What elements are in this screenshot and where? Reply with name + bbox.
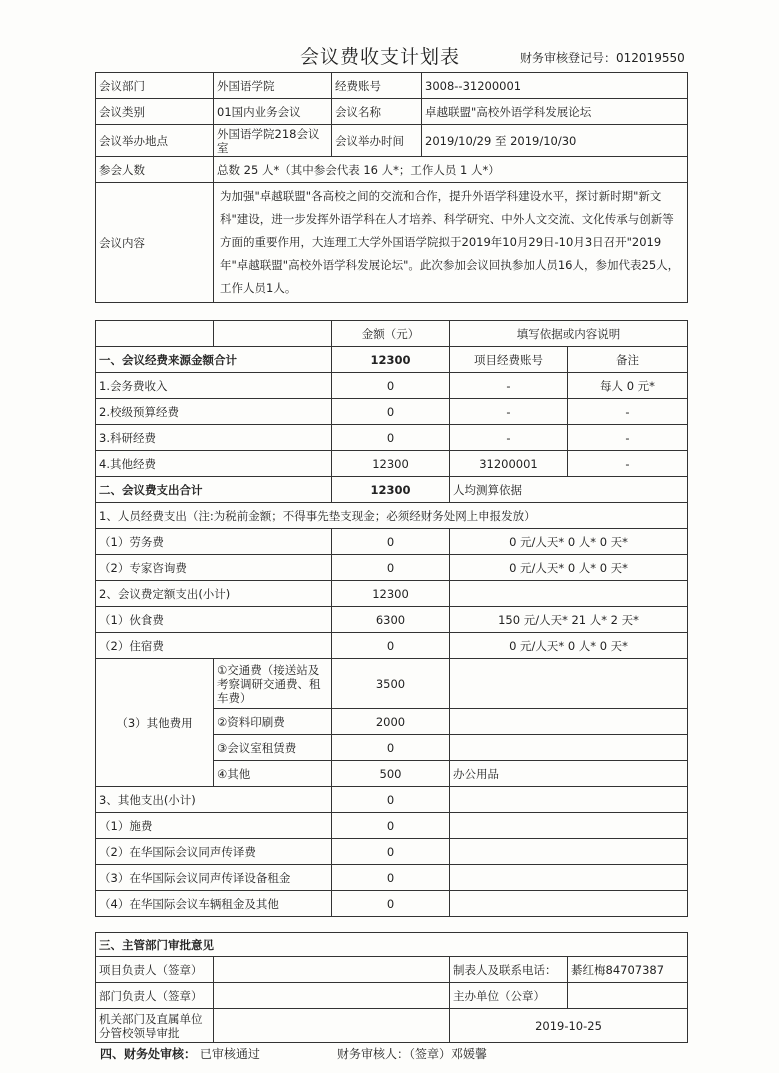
misc-item-amount: 0 [332,839,450,865]
registration-number [520,49,685,66]
table-row [96,581,688,607]
quota-label: 2、会议费定额支出(小计) [96,581,332,607]
other-item-label: ②资料印刷费 [214,709,332,735]
table-row [96,813,688,839]
income-row-label: 1.会务费收入 [96,373,332,399]
expense-basis-header: 人均测算依据 [450,477,688,503]
amount-header: 金额（元） [332,321,450,347]
host-label: 主办单位（公章） [450,983,568,1009]
misc-label: 3、其他支出(小计) [96,787,332,813]
basis-header: 填写依据或内容说明 [450,321,688,347]
approval-table [95,932,688,1043]
finance-auditor [337,1045,487,1062]
income-row-note: 每人 0 元* [568,373,688,399]
time-label: 会议举办时间 [332,125,422,157]
misc-item-label: （4）在华国际会议车辆租金及其他 [96,891,332,917]
table-row [96,891,688,917]
other-item-basis [450,659,688,709]
host-stamp [568,983,688,1009]
other-item-basis [450,709,688,735]
finance-review-value: 已审核通过 [199,1047,260,1061]
other-item-amount: 0 [332,735,450,761]
time-value: 2019/10/29 至 2019/10/30 [422,125,688,157]
misc-item-amount: 0 [332,891,450,917]
project-lead-signature [214,957,450,983]
table-row [96,399,688,425]
lodging-amount: 0 [332,633,450,659]
income-row-label: 4.其他经费 [96,451,332,477]
income-row-acct: - [450,399,568,425]
misc-item-basis [450,813,688,839]
table-row [96,373,688,399]
food-label: （1）伙食费 [96,607,332,633]
income-note-header: 备注 [568,347,688,373]
expert-basis: 0 元/人天* 0 人* 0 天* [450,555,688,581]
other-item-amount: 500 [332,761,450,787]
income-acct-header: 项目经费账号 [450,347,568,373]
place-value: 外国语学院218会议室 [214,125,332,157]
food-basis: 150 元/人天* 21 人* 2 天* [450,607,688,633]
budget-table [95,320,688,917]
misc-item-label: （3）在华国际会议同声传译设备租金 [96,865,332,891]
labor-amount: 0 [332,529,450,555]
labor-label: （1）劳务费 [96,529,332,555]
table-row [96,865,688,891]
table-row [96,633,688,659]
income-row-amount: 0 [332,373,450,399]
dept-label: 会议部门 [96,73,214,99]
table-row [96,451,688,477]
quota-basis [450,581,688,607]
income-row-note: - [568,425,688,451]
place-label: 会议举办地点 [96,125,214,157]
misc-item-basis [450,865,688,891]
labor-basis: 0 元/人天* 0 人* 0 天* [450,529,688,555]
income-row-label: 3.科研经费 [96,425,332,451]
reg-label: 财务审核登记号： [520,51,617,65]
maker-value: 綦红梅84707387 [568,957,688,983]
dept-lead-signature [214,983,450,1009]
expert-label: （2）专家咨询费 [96,555,332,581]
income-row-acct: - [450,425,568,451]
misc-item-label: （1）施费 [96,813,332,839]
auditor-label: 财务审核人：（签章） [337,1047,452,1061]
other-item-label: ④其他 [214,761,332,787]
maker-label: 制表人及联系电话： [450,957,568,983]
people-label: 参会人数 [96,157,214,183]
expense-title: 二、会议费支出合计 [96,477,332,503]
other-item-basis [450,735,688,761]
food-amount: 6300 [332,607,450,633]
income-row-note: - [568,399,688,425]
other-item-basis: 办公用品 [450,761,688,787]
income-row-acct: 31200001 [450,451,568,477]
approval-date: 2019-10-25 [450,1009,688,1043]
lodging-label: （2）住宿费 [96,633,332,659]
name-value: 卓越联盟"高校外语学科发展论坛 [422,99,688,125]
table-row [96,659,688,709]
misc-item-basis [450,891,688,917]
income-title: 一、会议经费来源金额合计 [96,347,332,373]
income-row-amount: 0 [332,425,450,451]
table-row [96,555,688,581]
other-item-label: ①交通费（接送站及考察调研交通费、租车费） [214,659,332,709]
table-row [96,787,688,813]
income-row-label: 2.校级预算经费 [96,399,332,425]
table-row [96,425,688,451]
finance-review-label: 四、财务处审核： [100,1047,197,1061]
income-row-note: - [568,451,688,477]
table-row [96,529,688,555]
content-label: 会议内容 [96,183,214,303]
name-label: 会议名称 [332,99,422,125]
misc-item-amount: 0 [332,865,450,891]
income-row-acct: - [450,373,568,399]
other-item-label: ③会议室租赁费 [214,735,332,761]
acct-label: 经费账号 [332,73,422,99]
org-approval-label: 机关部门及直属单位分管校领导审批 [96,1009,214,1043]
table-row [96,607,688,633]
type-label: 会议类别 [96,99,214,125]
reg-value: 012019550 [616,51,685,65]
auditor-value: 邓媛馨 [451,1047,488,1061]
quota-amount: 12300 [332,581,450,607]
header-blank-1 [96,321,214,347]
form-title: 会议费收支计划表 [300,46,461,68]
income-row-amount: 0 [332,399,450,425]
people-value: 总数 25 人*（其中参会代表 16 人*；工作人员 1 人*） [214,157,688,183]
expense-total: 12300 [332,477,450,503]
other-item-amount: 3500 [332,659,450,709]
type-value: 01国内业务会议 [214,99,332,125]
income-row-amount: 12300 [332,451,450,477]
misc-item-basis [450,839,688,865]
dept-value: 外国语学院 [214,73,332,99]
finance-review [100,1045,260,1062]
project-lead-label: 项目负责人（签章） [96,957,214,983]
lodging-basis: 0 元/人天* 0 人* 0 天* [450,633,688,659]
header-blank-2 [214,321,332,347]
table-row [96,839,688,865]
expert-amount: 0 [332,555,450,581]
income-total: 12300 [332,347,450,373]
misc-item-label: （2）在华国际会议同声传译费 [96,839,332,865]
dept-lead-label: 部门负责人（签章） [96,983,214,1009]
content-value: 为加强"卓越联盟"各高校之间的交流和合作，提升外语学科建设水平，探讨新时期"新文科"建设，进一步发挥外语学科在人才培养、科学研究、中外人文交流、文化传承与创新等方面的重要作用，大连理工大学外国语学院拟于2019年10月29日-10月3日召开"2019年"卓越联盟"高校外语学科发展论坛"。此次参加会议回执参加人员16人，参加代表25人，工作人员1人。 [214,183,688,303]
approval-title: 三、主管部门审批意见 [96,933,688,957]
personnel-note: 1、人员经费支出（注:为税前金额；不得事先垫支现金；必须经财务处网上申报发放） [96,503,688,529]
acct-value: 3008--31200001 [422,73,688,99]
other-label: （3）其他费用 [96,659,214,787]
misc-item-amount: 0 [332,813,450,839]
other-item-amount: 2000 [332,709,450,735]
misc-amount: 0 [332,787,450,813]
misc-basis [450,787,688,813]
meeting-info-table [95,72,688,303]
org-approval-signature [214,1009,450,1043]
